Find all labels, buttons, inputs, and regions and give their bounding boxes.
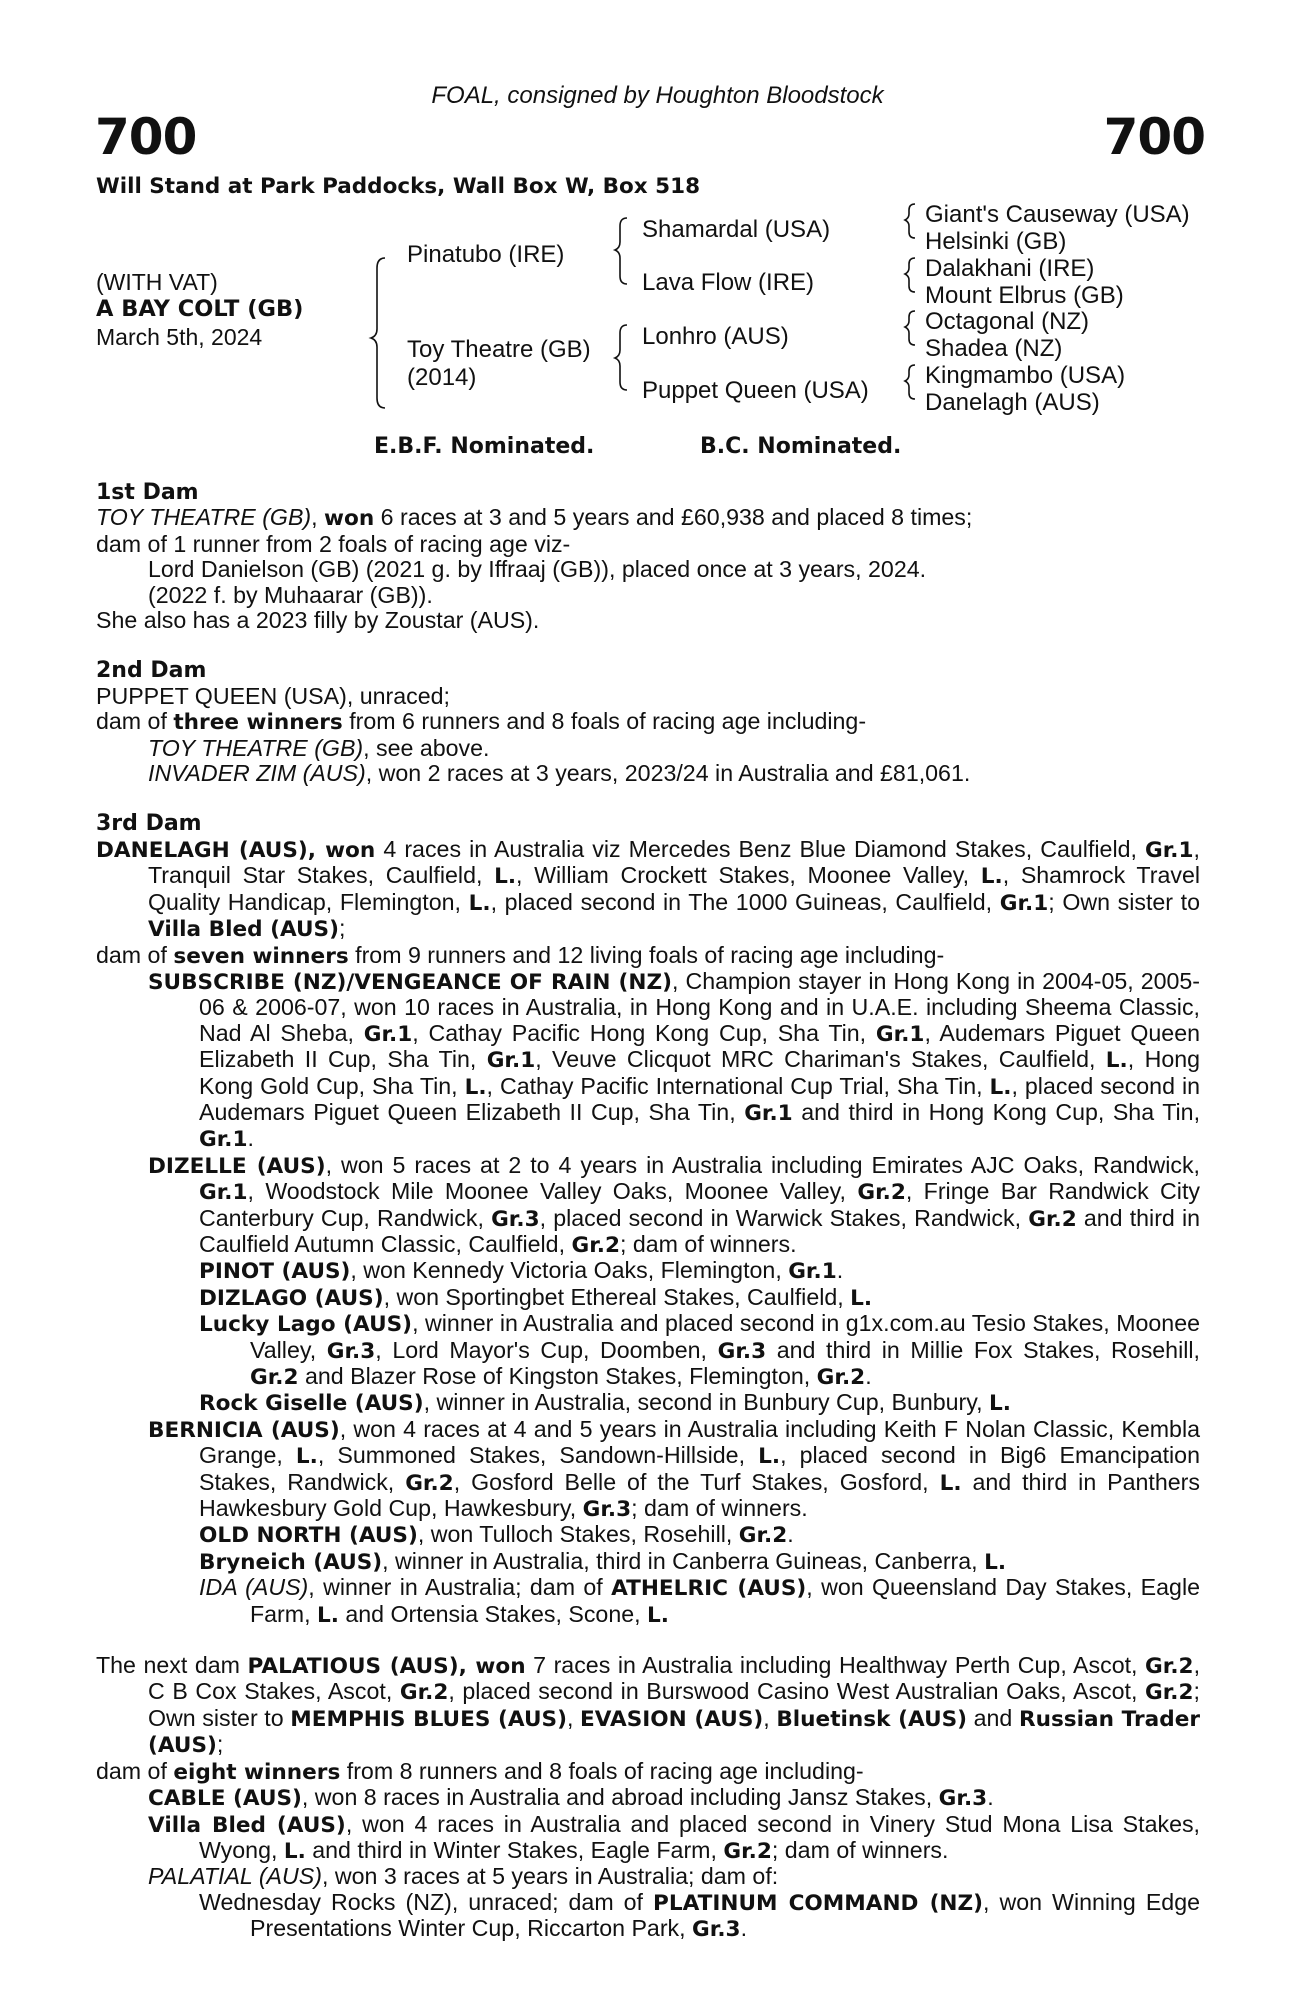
- ancestor-g3-6: Shadea (NZ): [925, 335, 1063, 362]
- first-dam-produce-intro: dam of 1 runner from 2 foals of racing age viz-: [96, 530, 571, 557]
- next-dam-record: The next dam PALATIOUS (AUS), won 7 races in Australia including Healthway Perth Cup, Ascot, Gr.2, C B Cox Stakes, Ascot, Gr.2, placed second in Burswood Casino West Australian Oaks, Ascot, Gr.2; Own sister to MEMPHIS BLUES (AUS), EVASION (AUS), Bluetinsk (AUS) and Russian Trader (AUS);: [96, 1652, 1201, 1759]
- ancestor-g3-2: Helsinki (GB): [925, 228, 1067, 255]
- stand-location: Will Stand at Park Paddocks, Wall Box W, Box 518: [96, 174, 701, 199]
- first-dam-heading: 1st Dam: [96, 480, 199, 505]
- horse-name: A BAY COLT (GB): [96, 296, 304, 322]
- produce-rock-giselle: Rock Giselle (AUS), winner in Australia, second in Bunbury Cup, Bunbury, L.: [199, 1389, 1011, 1417]
- produce-villa-bled: Villa Bled (AUS), won 4 races in Australia and placed second in Vinery Stud Mona Lisa Stakes, Wyong, L. and third in Winter Stakes, Eagle Farm, Gr.2; dam of winners.: [148, 1810, 1200, 1864]
- produce-bryneich: Bryneich (AUS), winner in Australia, third in Canberra Guineas, Canberra, L.: [199, 1547, 1007, 1575]
- first-dam-produce-1: Lord Danielson (GB) (2021 g. by Iffraaj (GB)), placed once at 3 years, 2024.: [148, 556, 927, 583]
- third-dam-produce-intro: dam of seven winners from 9 runners and 12 living foals of racing age including-: [96, 941, 945, 969]
- dam-year: (2014): [407, 364, 477, 391]
- ancestor-g3-4: Mount Elbrus (GB): [925, 282, 1124, 309]
- produce-subscribe: SUBSCRIBE (NZ)/VENGEANCE OF RAIN (NZ), Champion stayer in Hong Kong in 2004-05, 2005-06 & 2006-07, won 10 races in Australia, in Hong Kong and in U.A.E. including Sheema Classic, Nad Al Sheba, Gr.1, Cathay Pacific Hong Kong Cup, Sha Tin, Gr.1, Audemars Piguet Queen Elizabeth II Cup, Sha Tin, Gr.1, Veuve Clicquot MRC Chariman's Stakes, Caulfield, L., Hong Kong Gold Cup, Sha Tin, L., Cathay Pacific International Cup Trial, Sha Tin, L., placed second in Audemars Piguet Queen Elizabeth II Cup, Sha Tin, Gr.1 and third in Hong Kong Cup, Sha Tin, Gr.1.: [148, 967, 1201, 1153]
- third-dam-record: DANELAGH (AUS), won 4 races in Australia viz Mercedes Benz Blue Diamond Stakes, Caulfield, Gr.1, Tranquil Star Stakes, Caulfield, L., William Crockett Stakes, Moonee Valley, L., Shamrock Travel Quality Handicap, Flemington, L., placed second in The 1000 Guineas, Caulfield, Gr.1; Own sister to Villa Bled (AUS);: [96, 835, 1200, 943]
- sire-sire-name: Shamardal (USA): [642, 216, 831, 243]
- catalogue-body: [96, 480, 1200, 1943]
- ancestor-g3-1: Giant's Causeway (USA): [925, 201, 1190, 228]
- dam-name: Toy Theatre (GB): [407, 336, 591, 363]
- produce-palatial: PALATIAL (AUS), won 3 races at 5 years in Australia; dam of:: [148, 1863, 779, 1890]
- brace-main: [371, 258, 385, 408]
- produce-wednesday-rocks: Wednesday Rocks (NZ), unraced; dam of PLATINUM COMMAND (NZ), won Winning Edge Presentations Winter Cup, Riccarton Park, Gr.3.: [199, 1888, 1200, 1943]
- produce-bernicia: BERNICIA (AUS), won 4 races at 4 and 5 years in Australia including Keith F Nolan Classic, Kembla Grange, L., Summoned Stakes, Sandown-Hillside, L., placed second in Big6 Emancipation Stakes, Randwick, Gr.2, Gosford Belle of the Turf Stakes, Gosford, L. and third in Panthers Hawkesbury Gold Cup, Hawkesbury, Gr.3; dam of winners.: [148, 1415, 1200, 1523]
- next-dam-produce-intro: dam of eight winners from 8 runners and 8 foals of racing age including-: [96, 1757, 864, 1785]
- second-dam-produce-intro: dam of three winners from 6 runners and 8 foals of racing age including-: [96, 708, 867, 736]
- produce-ida: IDA (AUS), winner in Australia; dam of ATHELRIC (AUS), won Queensland Day Stakes, Eagle Farm, L. and Ortensia Stakes, Scone, L.: [199, 1574, 1200, 1628]
- second-dam-produce-2: INVADER ZIM (AUS), won 2 races at 3 years, 2023/24 in Australia and £81,061.: [148, 760, 971, 787]
- sire-dam-name: Lava Flow (IRE): [642, 269, 815, 296]
- produce-old-north: OLD NORTH (AUS), won Tulloch Stakes, Rosehill, Gr.2.: [199, 1521, 794, 1549]
- first-dam-record: TOY THEATRE (GB), won 6 races at 3 and 5 years and £60,938 and placed 8 times;: [96, 504, 973, 532]
- ancestor-g3-3: Dalakhani (IRE): [925, 255, 1095, 282]
- first-dam-note: She also has a 2023 filly by Zoustar (AUS).: [96, 607, 540, 634]
- ebf-nomination: E.B.F. Nominated.: [374, 434, 595, 459]
- brace-g3-2: [905, 258, 915, 292]
- produce-lucky-lago: Lucky Lago (AUS), winner in Australia and placed second in g1x.com.au Tesio Stakes, Moonee Valley, Gr.3, Lord Mayor's Cup, Doomben, Gr.3 and third in Millie Fox Stakes, Rosehill, Gr.2 and Blazer Rose of Kingston Stakes, Flemington, Gr.2.: [199, 1310, 1200, 1390]
- produce-cable: CABLE (AUS), won 8 races in Australia and abroad including Jansz Stakes, Gr.3.: [148, 1784, 994, 1812]
- dam-sire-name: Lonhro (AUS): [642, 323, 789, 350]
- brace-sire: [615, 218, 627, 284]
- second-dam-produce-1: TOY THEATRE (GB), see above.: [148, 734, 490, 761]
- lot-number-right: 700: [1103, 108, 1205, 166]
- brace-g3-4: [905, 365, 915, 399]
- dam-name-italic: TOY THEATRE (GB): [96, 504, 312, 531]
- vat-note: (WITH VAT): [96, 269, 218, 295]
- second-dam-heading: 2nd Dam: [96, 658, 207, 684]
- ancestor-g3-5: Octagonal (NZ): [925, 308, 1090, 335]
- first-dam-produce-2: (2022 f. by Muhaarar (GB)).: [148, 581, 433, 608]
- ancestor-g3-8: Danelagh (AUS): [925, 389, 1100, 416]
- sire-name: Pinatubo (IRE): [407, 241, 565, 268]
- lot-number-left: 700: [95, 108, 197, 166]
- brace-dam: [615, 325, 627, 390]
- dam-dam-name: Puppet Queen (USA): [642, 377, 869, 404]
- produce-dizelle: DIZELLE (AUS), won 5 races at 2 to 4 years in Australia including Emirates AJC Oaks, Randwick, Gr.1, Woodstock Mile Moonee Valley Oaks, Moonee Valley, Gr.2, Fringe Bar Randwick City Canterbury Cup, Randwick, Gr.3, placed second in Warwick Stakes, Randwick, Gr.2 and third in Caulfield Autumn Classic, Caulfield, Gr.2; dam of winners.: [148, 1151, 1201, 1258]
- consignment-line: FOAL, consigned by Houghton Bloodstock: [431, 82, 884, 109]
- produce-pinot: PINOT (AUS), won Kennedy Victoria Oaks, Flemington, Gr.1.: [199, 1257, 844, 1285]
- third-dam-heading: 3rd Dam: [96, 811, 202, 837]
- produce-dizlago: DIZLAGO (AUS), won Sportingbet Ethereal Stakes, Caulfield, L.: [199, 1283, 873, 1311]
- brace-g3-1: [905, 204, 915, 238]
- bc-nomination: B.C. Nominated.: [700, 434, 902, 459]
- brace-g3-3: [905, 311, 915, 345]
- ancestor-g3-7: Kingmambo (USA): [925, 362, 1126, 389]
- foaling-date: March 5th, 2024: [96, 324, 263, 350]
- second-dam-record: PUPPET QUEEN (USA), unraced;: [96, 682, 450, 709]
